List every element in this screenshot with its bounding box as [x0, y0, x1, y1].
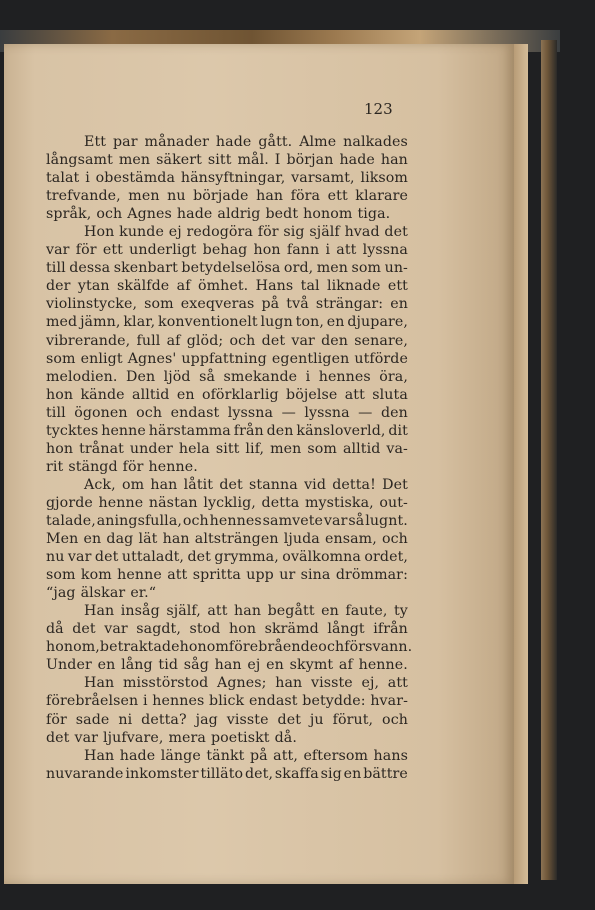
- text-line: för sade ni detta? jag visste det ju förut, och: [46, 711, 408, 728]
- text-line: Ack, om han låtit det stanna vid detta! Det: [84, 476, 408, 493]
- text-line: melodien. Den ljöd så smekande i hennes öra,: [46, 368, 408, 385]
- text-line: språk, och Agnes hade aldrig bedt honom tiga.: [46, 206, 391, 223]
- text-line: var för ett underligt behag hon fann i att lyssna: [46, 242, 408, 259]
- text-line: till dessa skenbart betydelselösa ord, men som un-: [46, 260, 408, 277]
- text-line: Han hade länge tänkt på att, eftersom hans: [84, 747, 408, 764]
- text-line: som kom henne att spritta upp ur sina drömmar:: [46, 567, 408, 584]
- text-line: då det var sagdt, stod hon skrämd långt ifrån: [46, 621, 408, 638]
- text-line: vibrerande, full af glöd; och det var den senare,: [46, 332, 408, 349]
- text-line: der ytan skälfde af ömhet. Hans tal liknade ett: [46, 278, 408, 295]
- text-line: hon trånat under hela sitt lif, men som alltid va-: [46, 440, 408, 457]
- text-line: Hon kunde ej redogöra för sig själf hvad det: [84, 224, 408, 241]
- text-line: “jag älskar er.“: [46, 585, 157, 602]
- page-edge-strip: [514, 44, 528, 884]
- text-line: Ett par månader hade gått. Alme nalkades: [84, 134, 408, 150]
- text-line: trefvande, men nu började han föra ett klarare: [46, 188, 408, 205]
- text-line: hon kände alltid en oförklarlig böjelse att sluta: [46, 386, 408, 403]
- text-line: tycktes henne härstamma från den känsloverld, dit: [46, 422, 408, 439]
- text-line: nu var det uttaladt, det grymma, ovälkomna ordet,: [46, 549, 408, 566]
- text-line: talade, aningsfulla, och hennes samvete var så lugnt.: [46, 512, 408, 529]
- text-line: gjorde henne nästan lycklig, detta mystiska, out-: [46, 494, 408, 511]
- text-line: långsamt men säkert sitt mål. I början hade han: [46, 152, 408, 169]
- text-line: violinstycke, som exeqveras på två strängar: en: [46, 296, 408, 313]
- text-line: honom, betraktade honom förebrående och försvann.: [46, 639, 413, 656]
- text-line: förebråelsen i hennes blick endast betydde: hvar-: [46, 693, 408, 710]
- book-fore-edge: [541, 40, 557, 880]
- page-number: 123: [364, 100, 393, 118]
- body-text: [46, 133, 413, 783]
- text-line: Men en dag lät han altsträngen ljuda ensam, och: [46, 531, 408, 548]
- text-line: Under en lång tid såg han ej en skymt af henne.: [46, 657, 408, 674]
- text-line: det var ljufvare, mera poetiskt då.: [46, 729, 297, 746]
- text-line: talat i obestämda hänsyftningar, varsamt, liksom: [46, 170, 408, 187]
- text-line: till ögonen och endast lyssna — lyssna — den: [46, 404, 408, 421]
- text-line: med jämn, klar, konventionelt lugn ton, en djupare,: [46, 314, 408, 331]
- text-line: som enligt Agnes' uppfattning egentligen utförde: [46, 350, 408, 367]
- text-line: nuvarande inkomster tilläto det, skaffa sig en bättre: [46, 765, 408, 782]
- text-line: Han insåg själf, att han begått en faute, ty: [84, 603, 408, 620]
- text-line: Han misstörstod Agnes; han visste ej, att: [84, 675, 408, 692]
- text-line: rit stängd för henne.: [46, 458, 198, 475]
